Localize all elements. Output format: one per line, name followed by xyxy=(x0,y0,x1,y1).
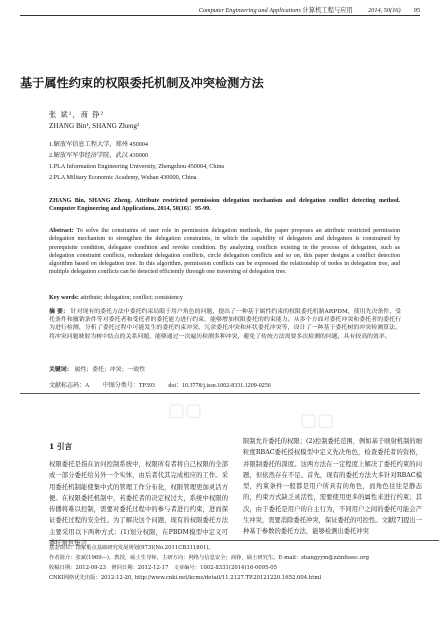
running-header xyxy=(20,5,420,14)
affiliation-cn-1: 1.解放军信息工程大学，郑州 450004 xyxy=(49,141,148,148)
journal-name-cn: 计算机工程与应用 xyxy=(302,7,353,14)
abstract-cn-text: 针对现有的委托方法中委托约束局限于用户角色的问题，提出了一种基于属性约束的权限委托机制ARPDM，使用先决条件、受托条件和撤销条件等对委托者和受托者的委托能力进行约束，能够增加权限委托的约束能力。从多个方面对委托冲突和委托者的委托行为进行检测，分析了委托过程中可能发生的委托约束冲突、冗余委托冲突和环状委托冲突等，设计了一种基于委托树的冲突检测算法，将冲突问题映射为树中结点的关系问题，能够通过一次遍历检测多种冲突，避免了传统方法需要多次检测的问题，具有较高的效率。 xyxy=(49,309,401,340)
journal-name-en: Computer Engineering and Applications xyxy=(198,7,301,14)
footnote-rule xyxy=(49,540,439,541)
issue-info: 2014, 50(16) xyxy=(368,7,401,14)
affiliation-en-1: 1.PLA Information Engineering University, Zhengzhou 450004, China xyxy=(49,163,225,170)
footnote-cnki: CNKI网络优先出版：2012-12-20, http://www.cnki.net/kcms/detail/11.2127.TP.20121220.1652.004.html xyxy=(49,575,322,581)
article-meta xyxy=(49,380,283,389)
citation-en: ZHANG Bin, SHANG Zheng. Attribute restricted permission delegation mechanism and delegation conflict detecting method. Computer Engineering and Applications, 2014, 50(16)：95-99. xyxy=(49,198,400,213)
keywords-label: Key words: xyxy=(49,295,79,301)
abstract-cn-label: 摘 要： xyxy=(49,308,69,315)
body-column-right: 限制允许委托的权限；(2)控制委托范围，例如基于映射机制的细粒度RBAC委托授权模型中定义先决角色，检查委托者的资格，并限制委托的深度。这两方法在一定程度上解决了委托约束的问题，但依然存在不足。首先，现有的委托方法大多针对RBAC模型，约束条件一般都是用户所具有的角色，而角色往往是静态的，约束方式缺乏灵活性，需要使用更多的属性来进行约束；其次，由于委托是用户的自主行为，不同用户之间的委托可能会产生冲突，需要消除委托冲突，保证委托的可控性。文献[7]提出一种基于参数的委托方法，能够检测出委托冲突 xyxy=(243,438,422,536)
footnote-author-bio: 作者简介：张斌(1969—)，教授，硕士生导师，主研方向：网络与信息安全；商铮，硕士研究生。E-mail：zhangyym@zzinfosec.org xyxy=(49,555,370,561)
clc-number: 中图分类号：TP393 xyxy=(102,383,155,389)
authors-en: ZHANG Bin¹, SHANG Zheng² xyxy=(49,122,140,130)
watermark-stamp: ▢▢ xyxy=(168,400,203,421)
meta-separator xyxy=(20,393,420,394)
footnote-funding: 基金项目：国家重点基础研究发展规划(973)(No.2011CB311801)。 xyxy=(49,545,214,551)
footnote-dates: 收稿日期：2012-09-23 修回日期：2012-12-17 文章编号：1002-8331(2014)16-0095-05 xyxy=(49,565,278,571)
abstract-text: To solve the constraints of user role in permission delegation methods, the paper proposes an attribute restricted permission delegation mechanism to strengthen the delegation constraints, in which the capability of delegators and delegatees is constrained by prerequisite condition, delegatee condition and revoke condition. By analyzing conflicts existing in the process of delegation, such as delegation constraint conflicts, redundant delegation conflicts, circle delegation conflicts and so on, this paper designs a conflict detection algorithm based on delegation tree. In this algorithm, permission conflicts can be expressed the relationship of nodes in delegation tree, and multiple delegation conflicts can be detected efficiently through one traversing of delegation tree. xyxy=(49,228,400,276)
header-rule xyxy=(20,15,420,16)
keywords-en xyxy=(49,294,400,302)
authors-cn: 张 斌¹，商 铮² xyxy=(49,110,105,119)
abstract-label: Abstract: xyxy=(49,228,74,234)
keywords-cn-text: 属性；委托；冲突；一致性 xyxy=(74,367,146,373)
abstract-cn xyxy=(49,308,401,341)
abstract-en xyxy=(49,227,400,277)
doc-code: 文献标志码：A xyxy=(49,383,90,389)
paper-title: 基于属性约束的权限委托机制及冲突检测方法 xyxy=(20,76,264,90)
watermark-stamp: ▢▢ xyxy=(300,410,335,431)
keywords-cn-label: 关键词： xyxy=(49,366,73,373)
doi: doi：10.3778/j.issn.1002-8331.1209-0256 xyxy=(168,383,271,389)
section-heading: 1 引言 xyxy=(49,442,73,451)
keywords-cn xyxy=(49,366,401,374)
affiliation-cn-2: 2.解放军军事经济学院，武汉 430000 xyxy=(49,152,148,159)
keywords-text: attribute; delegation; conflict; consistency xyxy=(80,295,183,301)
affiliation-en-2: 2.PLA Military Economic Academy, Wuhan 430000, China xyxy=(49,174,197,181)
body-column-left: 权限委托是指在访问控制系统中，权限所有者将自己权限的全部或一部分委托给另外一个实体，由后者代其完成相应的工作。采用委托机制能使集中式的管理工作分布化，权限管理更加灵活方便。在权限委托机制中，若委托者的决定权过大，系统中权限的传播将难以控制，需要对委托过程中的参与者进行约束，进而保证委托过程的安全性。为了解决这个问题，现有的权限委托方法主要采用以下两种方式：(1)划分权限，在PBDM模型中定义可委托角色集合， xyxy=(49,461,228,548)
page-number: 95 xyxy=(413,7,420,14)
